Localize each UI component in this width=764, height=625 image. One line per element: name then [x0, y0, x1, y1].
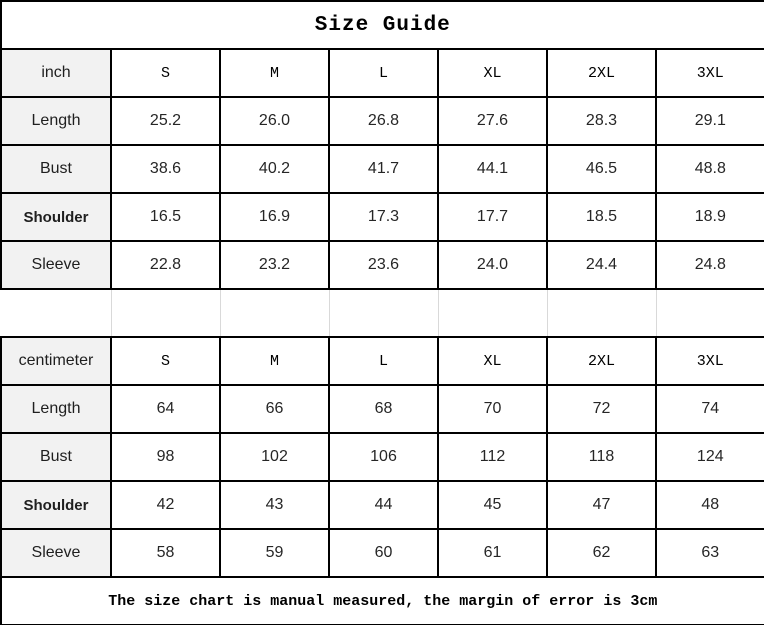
size-header-xl: XL [438, 337, 547, 385]
value-cell: 16.9 [220, 193, 329, 241]
value-cell: 63 [656, 529, 764, 577]
size-header-3xl: 3XL [656, 337, 764, 385]
value-cell: 17.7 [438, 193, 547, 241]
value-cell: 70 [438, 385, 547, 433]
separator-cell [656, 289, 764, 337]
inch-length-row [1, 97, 764, 145]
value-cell: 16.5 [111, 193, 220, 241]
separator-cell [547, 289, 656, 337]
value-cell: 45 [438, 481, 547, 529]
value-cell: 106 [329, 433, 438, 481]
unit-label-inch: inch [1, 49, 111, 97]
value-cell: 72 [547, 385, 656, 433]
value-cell: 44 [329, 481, 438, 529]
value-cell: 38.6 [111, 145, 220, 193]
value-cell: 48 [656, 481, 764, 529]
value-cell: 74 [656, 385, 764, 433]
value-cell: 60 [329, 529, 438, 577]
value-cell: 22.8 [111, 241, 220, 289]
cm-bust-row [1, 433, 764, 481]
value-cell: 112 [438, 433, 547, 481]
inch-bust-row [1, 145, 764, 193]
footer-note: The size chart is manual measured, the margin of error is 3cm [1, 577, 764, 625]
value-cell: 98 [111, 433, 220, 481]
size-header-l: L [329, 49, 438, 97]
value-cell: 27.6 [438, 97, 547, 145]
row-label: Length [1, 385, 111, 433]
row-label: Shoulder [1, 481, 111, 529]
value-cell: 68 [329, 385, 438, 433]
size-header-3xl: 3XL [656, 49, 764, 97]
size-header-2xl: 2XL [547, 337, 656, 385]
value-cell: 58 [111, 529, 220, 577]
page-title: Size Guide [1, 1, 764, 49]
cm-shoulder-row [1, 481, 764, 529]
value-cell: 48.8 [656, 145, 764, 193]
value-cell: 28.3 [547, 97, 656, 145]
value-cell: 24.8 [656, 241, 764, 289]
value-cell: 23.6 [329, 241, 438, 289]
row-label: Length [1, 97, 111, 145]
separator-cell [329, 289, 438, 337]
row-label: Sleeve [1, 529, 111, 577]
row-label: Sleeve [1, 241, 111, 289]
value-cell: 124 [656, 433, 764, 481]
title-row [1, 1, 764, 49]
value-cell: 24.4 [547, 241, 656, 289]
value-cell: 59 [220, 529, 329, 577]
size-header-l: L [329, 337, 438, 385]
value-cell: 42 [111, 481, 220, 529]
separator-cell [220, 289, 329, 337]
value-cell: 64 [111, 385, 220, 433]
row-label: Shoulder [1, 193, 111, 241]
size-header-s: S [111, 49, 220, 97]
value-cell: 26.8 [329, 97, 438, 145]
inch-header-row [1, 49, 764, 97]
cm-header-row [1, 337, 764, 385]
cm-length-row [1, 385, 764, 433]
value-cell: 24.0 [438, 241, 547, 289]
value-cell: 44.1 [438, 145, 547, 193]
inch-sleeve-row [1, 241, 764, 289]
separator-row [1, 289, 764, 337]
value-cell: 40.2 [220, 145, 329, 193]
value-cell: 29.1 [656, 97, 764, 145]
size-header-2xl: 2XL [547, 49, 656, 97]
row-label: Bust [1, 433, 111, 481]
size-header-m: M [220, 49, 329, 97]
separator-cell [438, 289, 547, 337]
value-cell: 41.7 [329, 145, 438, 193]
value-cell: 61 [438, 529, 547, 577]
value-cell: 23.2 [220, 241, 329, 289]
value-cell: 47 [547, 481, 656, 529]
separator-cell [111, 289, 220, 337]
value-cell: 118 [547, 433, 656, 481]
unit-label-centimeter: centimeter [1, 337, 111, 385]
footer-row [1, 577, 764, 625]
separator-cell [1, 289, 111, 337]
size-header-s: S [111, 337, 220, 385]
cm-sleeve-row [1, 529, 764, 577]
row-label: Bust [1, 145, 111, 193]
value-cell: 46.5 [547, 145, 656, 193]
inch-shoulder-row [1, 193, 764, 241]
value-cell: 66 [220, 385, 329, 433]
value-cell: 18.9 [656, 193, 764, 241]
value-cell: 25.2 [111, 97, 220, 145]
value-cell: 17.3 [329, 193, 438, 241]
value-cell: 102 [220, 433, 329, 481]
size-header-xl: XL [438, 49, 547, 97]
value-cell: 18.5 [547, 193, 656, 241]
size-header-m: M [220, 337, 329, 385]
value-cell: 62 [547, 529, 656, 577]
value-cell: 43 [220, 481, 329, 529]
value-cell: 26.0 [220, 97, 329, 145]
